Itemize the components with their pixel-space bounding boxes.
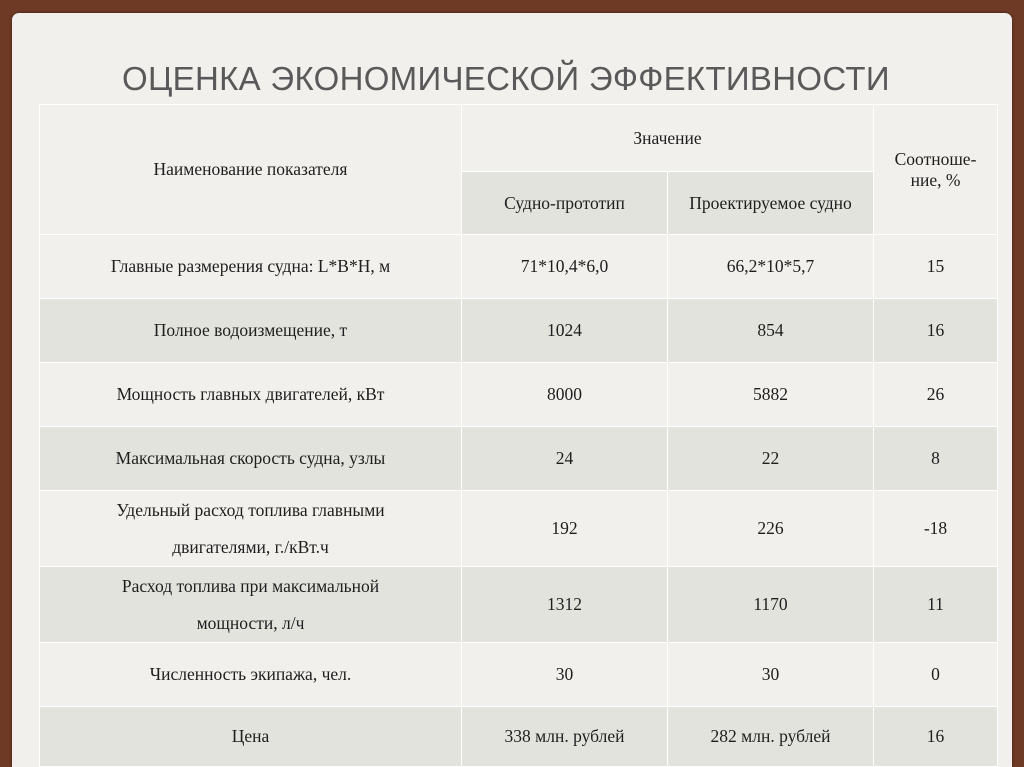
row-prototype-value: 1312 xyxy=(462,567,668,643)
row-designed-value: 5882 xyxy=(668,363,874,427)
row-name-line1: Удельный расход топлива главными xyxy=(116,499,385,520)
row-designed-value: 30 xyxy=(668,643,874,707)
row-ratio: 0 xyxy=(874,643,998,707)
row-prototype-value: 24 xyxy=(462,427,668,491)
row-prototype-value: 30 xyxy=(462,643,668,707)
row-name: Полное водоизмещение, т xyxy=(40,299,462,363)
row-ratio: 8 xyxy=(874,427,998,491)
row-prototype-value: 1024 xyxy=(462,299,668,363)
row-name xyxy=(40,491,462,567)
row-name: Цена xyxy=(40,707,462,767)
header-ratio xyxy=(874,105,998,235)
row-designed-value: 1170 xyxy=(668,567,874,643)
efficiency-table xyxy=(39,104,998,767)
table-row xyxy=(40,491,998,567)
table-row xyxy=(40,643,998,707)
row-prototype-value: 71*10,4*6,0 xyxy=(462,235,668,299)
row-name: Максимальная скорость судна, узлы xyxy=(40,427,462,491)
row-name xyxy=(40,567,462,643)
row-name-line1: Расход топлива при максимальной xyxy=(121,575,380,596)
row-prototype-value: 8000 xyxy=(462,363,668,427)
header-designed: Проектируемое судно xyxy=(668,172,874,235)
row-ratio: 15 xyxy=(874,235,998,299)
table-row xyxy=(40,567,998,643)
row-designed-value: 854 xyxy=(668,299,874,363)
row-ratio: 16 xyxy=(874,707,998,767)
row-ratio: 11 xyxy=(874,567,998,643)
table-row xyxy=(40,707,998,767)
header-name: Наименование показателя xyxy=(40,105,462,235)
row-ratio: 16 xyxy=(874,299,998,363)
row-designed-value: 66,2*10*5,7 xyxy=(668,235,874,299)
header-ratio-line2: ние, % xyxy=(910,169,961,190)
row-name: Мощность главных двигателей, кВт xyxy=(40,363,462,427)
row-ratio: -18 xyxy=(874,491,998,567)
slide xyxy=(12,13,1012,767)
header-row xyxy=(40,105,998,172)
row-designed-value: 282 млн. рублей xyxy=(668,707,874,767)
header-ratio-line1: Соотноше- xyxy=(894,148,977,169)
header-prototype: Судно-прототип xyxy=(462,172,668,235)
row-name: Главные размерения судна: L*B*H, м xyxy=(40,235,462,299)
table-row xyxy=(40,427,998,491)
row-designed-value: 226 xyxy=(668,491,874,567)
header-value-group: Значение xyxy=(462,105,874,172)
row-prototype-value: 192 xyxy=(462,491,668,567)
row-ratio: 26 xyxy=(874,363,998,427)
row-name-line2: двигателями, г./кВт.ч xyxy=(172,536,329,557)
row-name: Численность экипажа, чел. xyxy=(40,643,462,707)
table-row xyxy=(40,299,998,363)
row-designed-value: 22 xyxy=(668,427,874,491)
page-title: ОЦЕНКА ЭКОНОМИЧЕСКОЙ ЭФФЕКТИВНОСТИ xyxy=(122,60,890,97)
row-prototype-value: 338 млн. рублей xyxy=(462,707,668,767)
row-name-line2: мощности, л/ч xyxy=(196,612,305,633)
table-row xyxy=(40,235,998,299)
table-row xyxy=(40,363,998,427)
